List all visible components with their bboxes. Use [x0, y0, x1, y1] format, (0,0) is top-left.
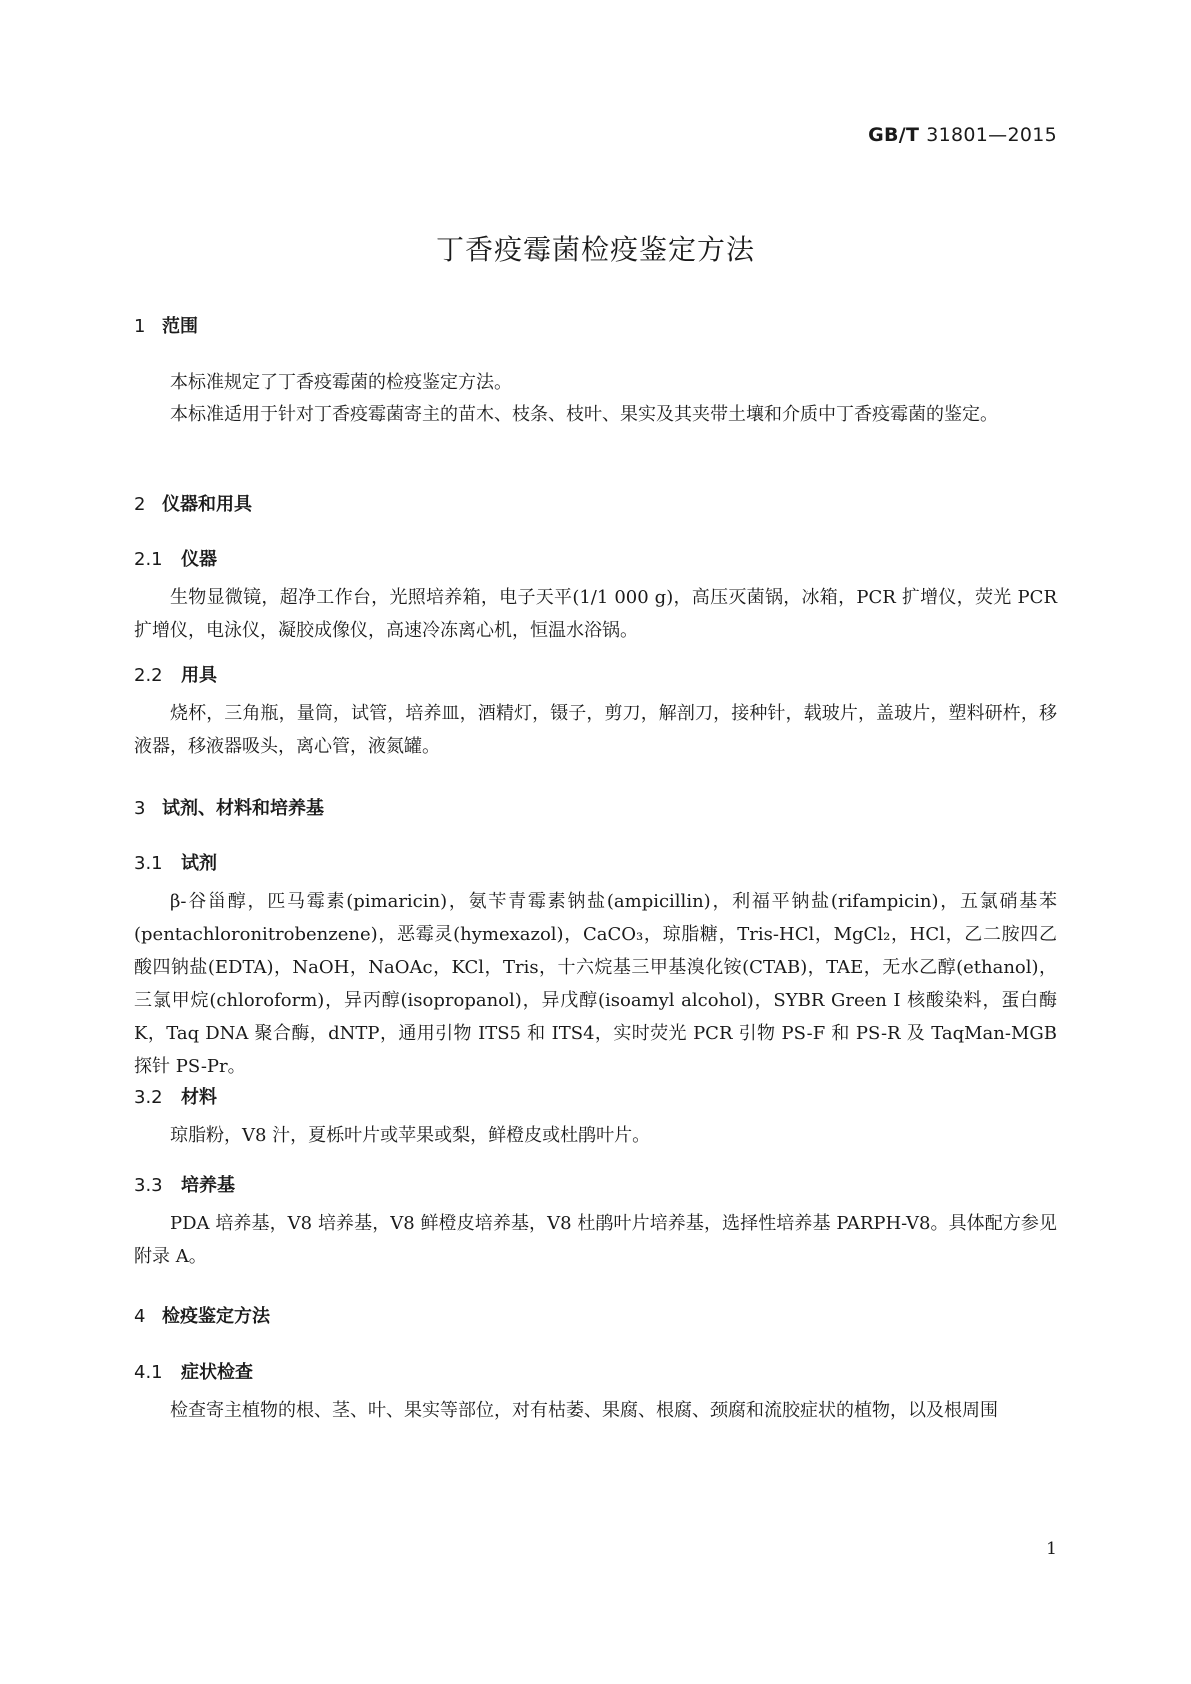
section-title: 范围 [162, 316, 198, 337]
media-paragraph: PDA 培养基，V8 培养基，V8 鲜橙皮培养基，V8 杜鹃叶片培养基，选择性培养基 PARPH-V8。具体配方参见附录 A。 [134, 1213, 1057, 1267]
section-title: 培养基 [181, 1175, 235, 1196]
section-number: 2.2 [134, 665, 163, 686]
subsection-heading-materials [134, 1083, 217, 1109]
section-title: 检疫鉴定方法 [162, 1306, 270, 1327]
instruments-paragraph: 生物显微镜，超净工作台，光照培养箱，电子天平(1/1 000 g)，高压灭菌锅，冰箱，PCR 扩增仪，荧光 PCR 扩增仪，电泳仪，凝胶成像仪，高速冷冻离心机，恒温水浴锅。 [134, 587, 1057, 641]
document-title: 丁香疫霉菌检疫鉴定方法 [435, 233, 755, 266]
standard-number: 31801—2015 [926, 124, 1057, 146]
scope-paragraph-1: 本标准规定了丁香疫霉菌的检疫鉴定方法。 [170, 372, 512, 393]
scope-paragraph-2: 本标准适用于针对丁香疫霉菌寄主的苗木、枝条、枝叶、果实及其夹带土壤和介质中丁香疫霉菌的鉴定。 [170, 404, 998, 425]
subsection-heading-reagents [134, 849, 217, 875]
page-number: 1 [1046, 1539, 1057, 1559]
subsection-heading-instruments [134, 545, 217, 571]
section-number: 2 [134, 494, 146, 515]
section-number: 3.3 [134, 1175, 163, 1196]
section-number: 3.2 [134, 1087, 163, 1108]
symptoms-paragraph: 检查寄主植物的根、茎、叶、果实等部位，对有枯萎、果腐、根腐、颈腐和流胶症状的植物，以及根周围 [170, 1400, 998, 1421]
section-title: 试剂、材料和培养基 [162, 798, 324, 819]
subsection-heading-utensils [134, 661, 217, 687]
section-number: 1 [134, 316, 146, 337]
section-title: 用具 [181, 665, 217, 686]
section-number: 3 [134, 798, 146, 819]
utensils-paragraph: 烧杯，三角瓶，量筒，试管，培养皿，酒精灯，镊子，剪刀，解剖刀，接种针，载玻片，盖玻片，塑料研杵，移液器，移液器吸头，离心管，液氮罐。 [134, 703, 1057, 757]
materials-paragraph: 琼脂粉，V8 汁，夏栎叶片或苹果或梨，鲜橙皮或杜鹃叶片。 [170, 1125, 651, 1146]
subsection-heading-symptom-inspection [134, 1358, 253, 1384]
section-heading-scope [134, 312, 198, 338]
section-heading-identification-methods [134, 1302, 270, 1328]
section-heading-instruments-utensils [134, 490, 252, 516]
section-title: 试剂 [181, 853, 217, 874]
standard-prefix: GB/T [868, 124, 920, 146]
section-number: 3.1 [134, 853, 163, 874]
section-heading-reagents-materials-media [134, 794, 324, 820]
section-title: 症状检查 [181, 1362, 253, 1383]
section-number: 2.1 [134, 549, 163, 570]
section-title: 仪器和用具 [162, 494, 252, 515]
subsection-heading-media [134, 1171, 235, 1197]
section-title: 材料 [181, 1087, 217, 1108]
section-title: 仪器 [181, 549, 217, 570]
standard-code [868, 124, 1057, 146]
section-number: 4.1 [134, 1362, 163, 1383]
section-number: 4 [134, 1306, 146, 1327]
reagents-paragraph: β-谷甾醇，匹马霉素(pimaricin)，氨苄青霉素钠盐(ampicillin)，利福平钠盐(rifampicin)，五氯硝基苯(pentachloronitrobenzene)，恶霉灵(hymexazol)，CaCO₃，琼脂糖，Tris-HCl，MgCl₂，HCl，乙二胺四乙酸四钠盐(EDTA)，NaOH，NaOAc，KCl，Tris，十六烷基三甲基溴化铵(CTAB)，TAE，无水乙醇(ethanol)，三氯甲烷(chloroform)，异丙醇(isopropanol)，异戊醇(isoamyl alcohol)，SYBR Green I 核酸染料，蛋白酶 K，Taq DNA 聚合酶，dNTP，通用引物 ITS5 和 ITS4，实时荧光 PCR 引物 PS-F 和 PS-R 及 TaqMan-MGB 探针 PS-Pr。 [134, 891, 1057, 1077]
